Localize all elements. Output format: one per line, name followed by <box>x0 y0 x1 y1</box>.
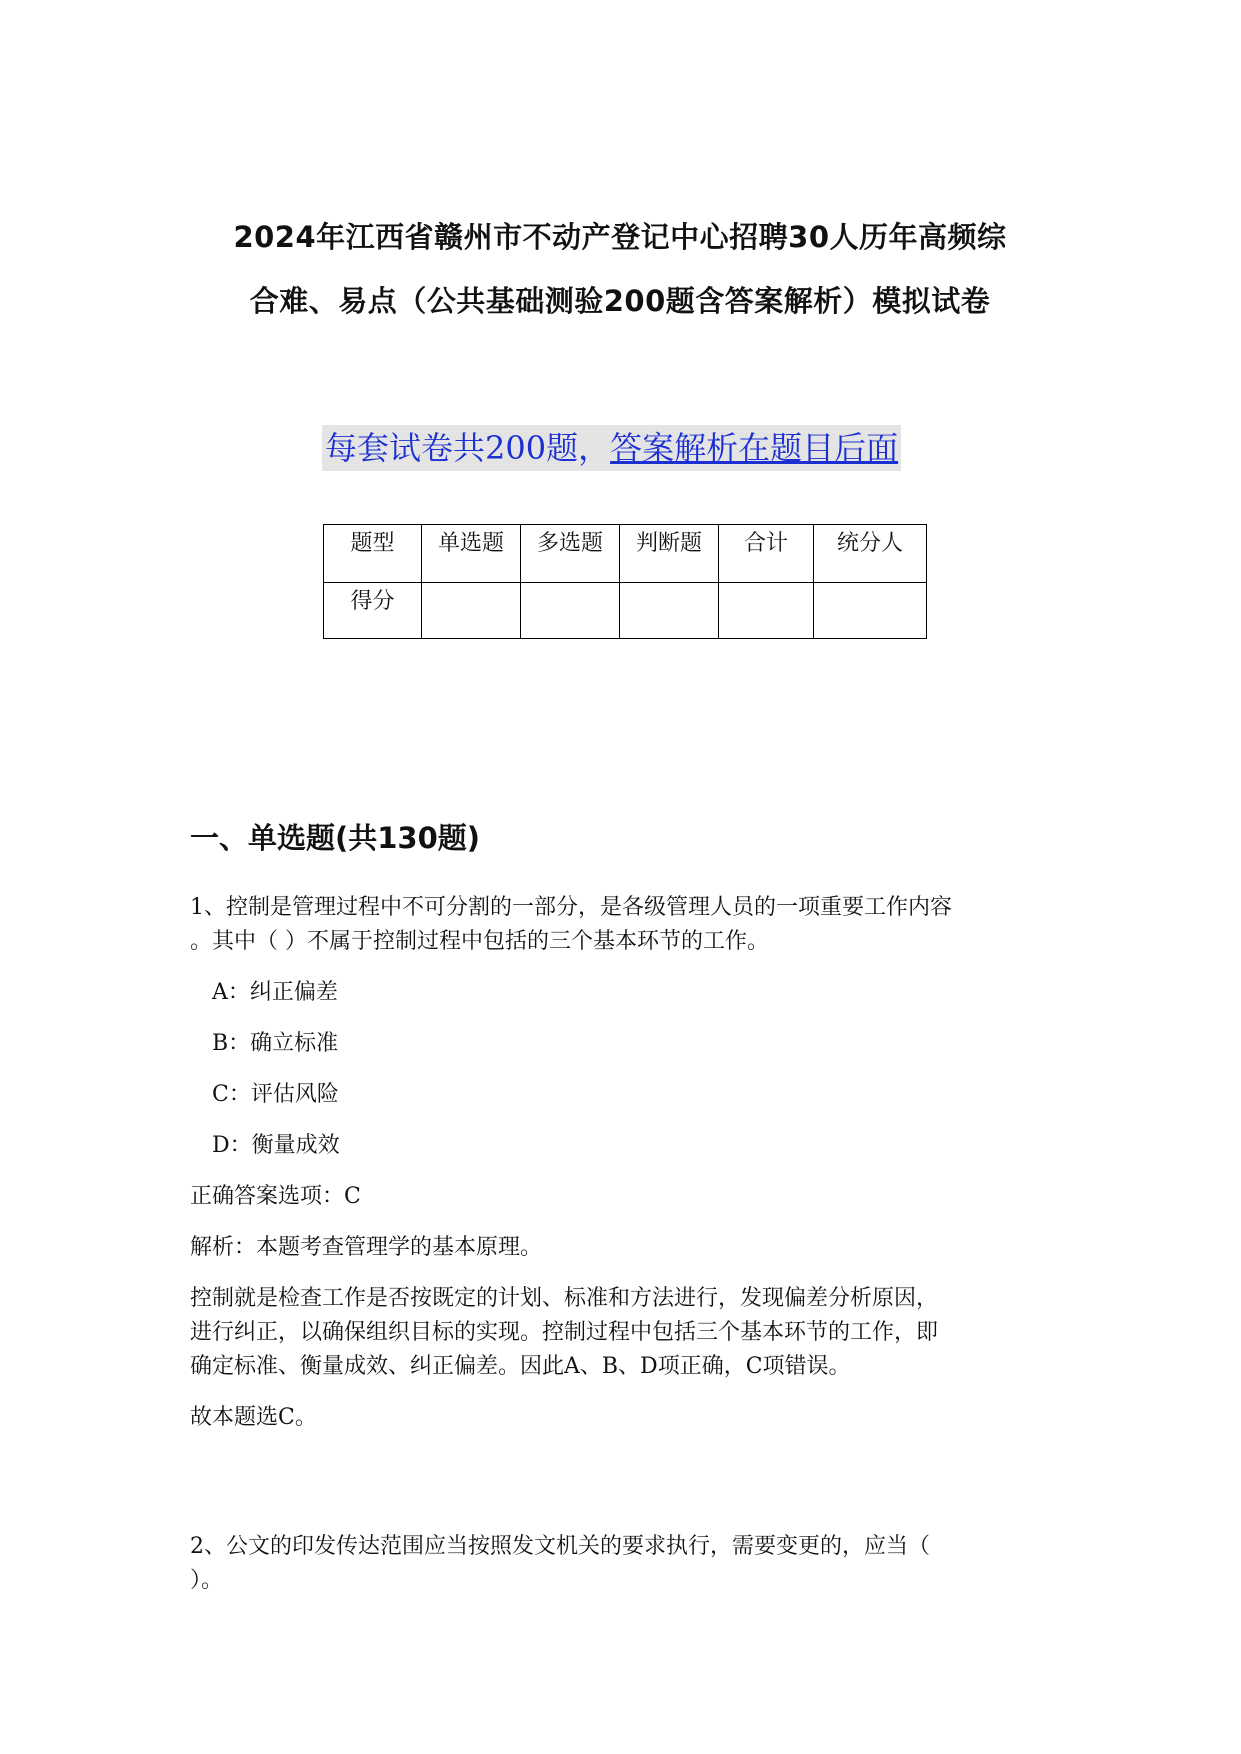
section-heading: 一、单选题(共130题) <box>190 821 481 855</box>
question-1-option-a: A：纠正偏差 <box>212 980 338 1005</box>
question-2-stem-line-2: ）。 <box>190 1568 224 1593</box>
title-line-1: 2024年江西省赣州市不动产登记中心招聘30人历年高频综 <box>233 220 1007 254</box>
question-1-stem-line-1: 1、控制是管理过程中不可分割的一部分，是各级管理人员的一项重要工作内容 <box>190 895 952 920</box>
title-line-2: 合难、易点（公共基础测验200题含答案解析）模拟试卷 <box>249 284 991 318</box>
row-label-score: 得分 <box>324 583 422 639</box>
header-cell-scorer: 统分人 <box>814 525 927 583</box>
analysis-line-3: 确定标准、衡量成效、纠正偏差。因此A、B、D项正确，C项错误。 <box>190 1354 851 1379</box>
question-1-option-d: D：衡量成效 <box>212 1133 340 1158</box>
question-1-stem-line-2: 。其中（ ）不属于控制过程中包括的三个基本环节的工作。 <box>190 929 769 954</box>
header-cell-type: 题型 <box>324 525 422 583</box>
analysis-line-2: 进行纠正，以确保组织目标的实现。控制过程中包括三个基本环节的工作，即 <box>190 1320 939 1345</box>
info-banner <box>322 425 901 471</box>
document-title <box>150 205 1090 333</box>
header-cell-total: 合计 <box>719 525 814 583</box>
header-cell-judgement: 判断题 <box>620 525 719 583</box>
question-1-option-b: B：确立标准 <box>212 1031 339 1056</box>
score-table-score-row <box>324 583 927 639</box>
score-table <box>323 524 927 639</box>
question-1-conclusion: 故本题选C。 <box>190 1405 317 1430</box>
header-cell-multiple: 多选题 <box>521 525 620 583</box>
question-1-analysis-intro: 解析：本题考查管理学的基本原理。 <box>190 1235 543 1260</box>
question-1-stem <box>190 891 1050 959</box>
score-cell-judgement[interactable] <box>620 583 719 639</box>
score-table-header-row <box>324 525 927 583</box>
question-1-answer: 正确答案选项：C <box>190 1184 361 1209</box>
score-cell-scorer[interactable] <box>814 583 927 639</box>
analysis-line-1: 控制就是检查工作是否按既定的计划、标准和方法进行，发现偏差分析原因， <box>190 1286 939 1311</box>
header-cell-single: 单选题 <box>422 525 521 583</box>
score-cell-total[interactable] <box>719 583 814 639</box>
score-cell-single[interactable] <box>422 583 521 639</box>
question-1-analysis <box>190 1282 1050 1384</box>
banner-link[interactable]: 答案解析在题目后面 <box>610 429 899 467</box>
question-2-stem-line-1: 2、公文的印发传达范围应当按照发文机关的要求执行，需要变更的，应当（ <box>190 1534 930 1559</box>
banner-text: 每套试卷共200题， <box>325 429 611 467</box>
question-1-option-c: C：评估风险 <box>212 1082 339 1107</box>
score-cell-multiple[interactable] <box>521 583 620 639</box>
question-2-stem <box>190 1530 1050 1598</box>
